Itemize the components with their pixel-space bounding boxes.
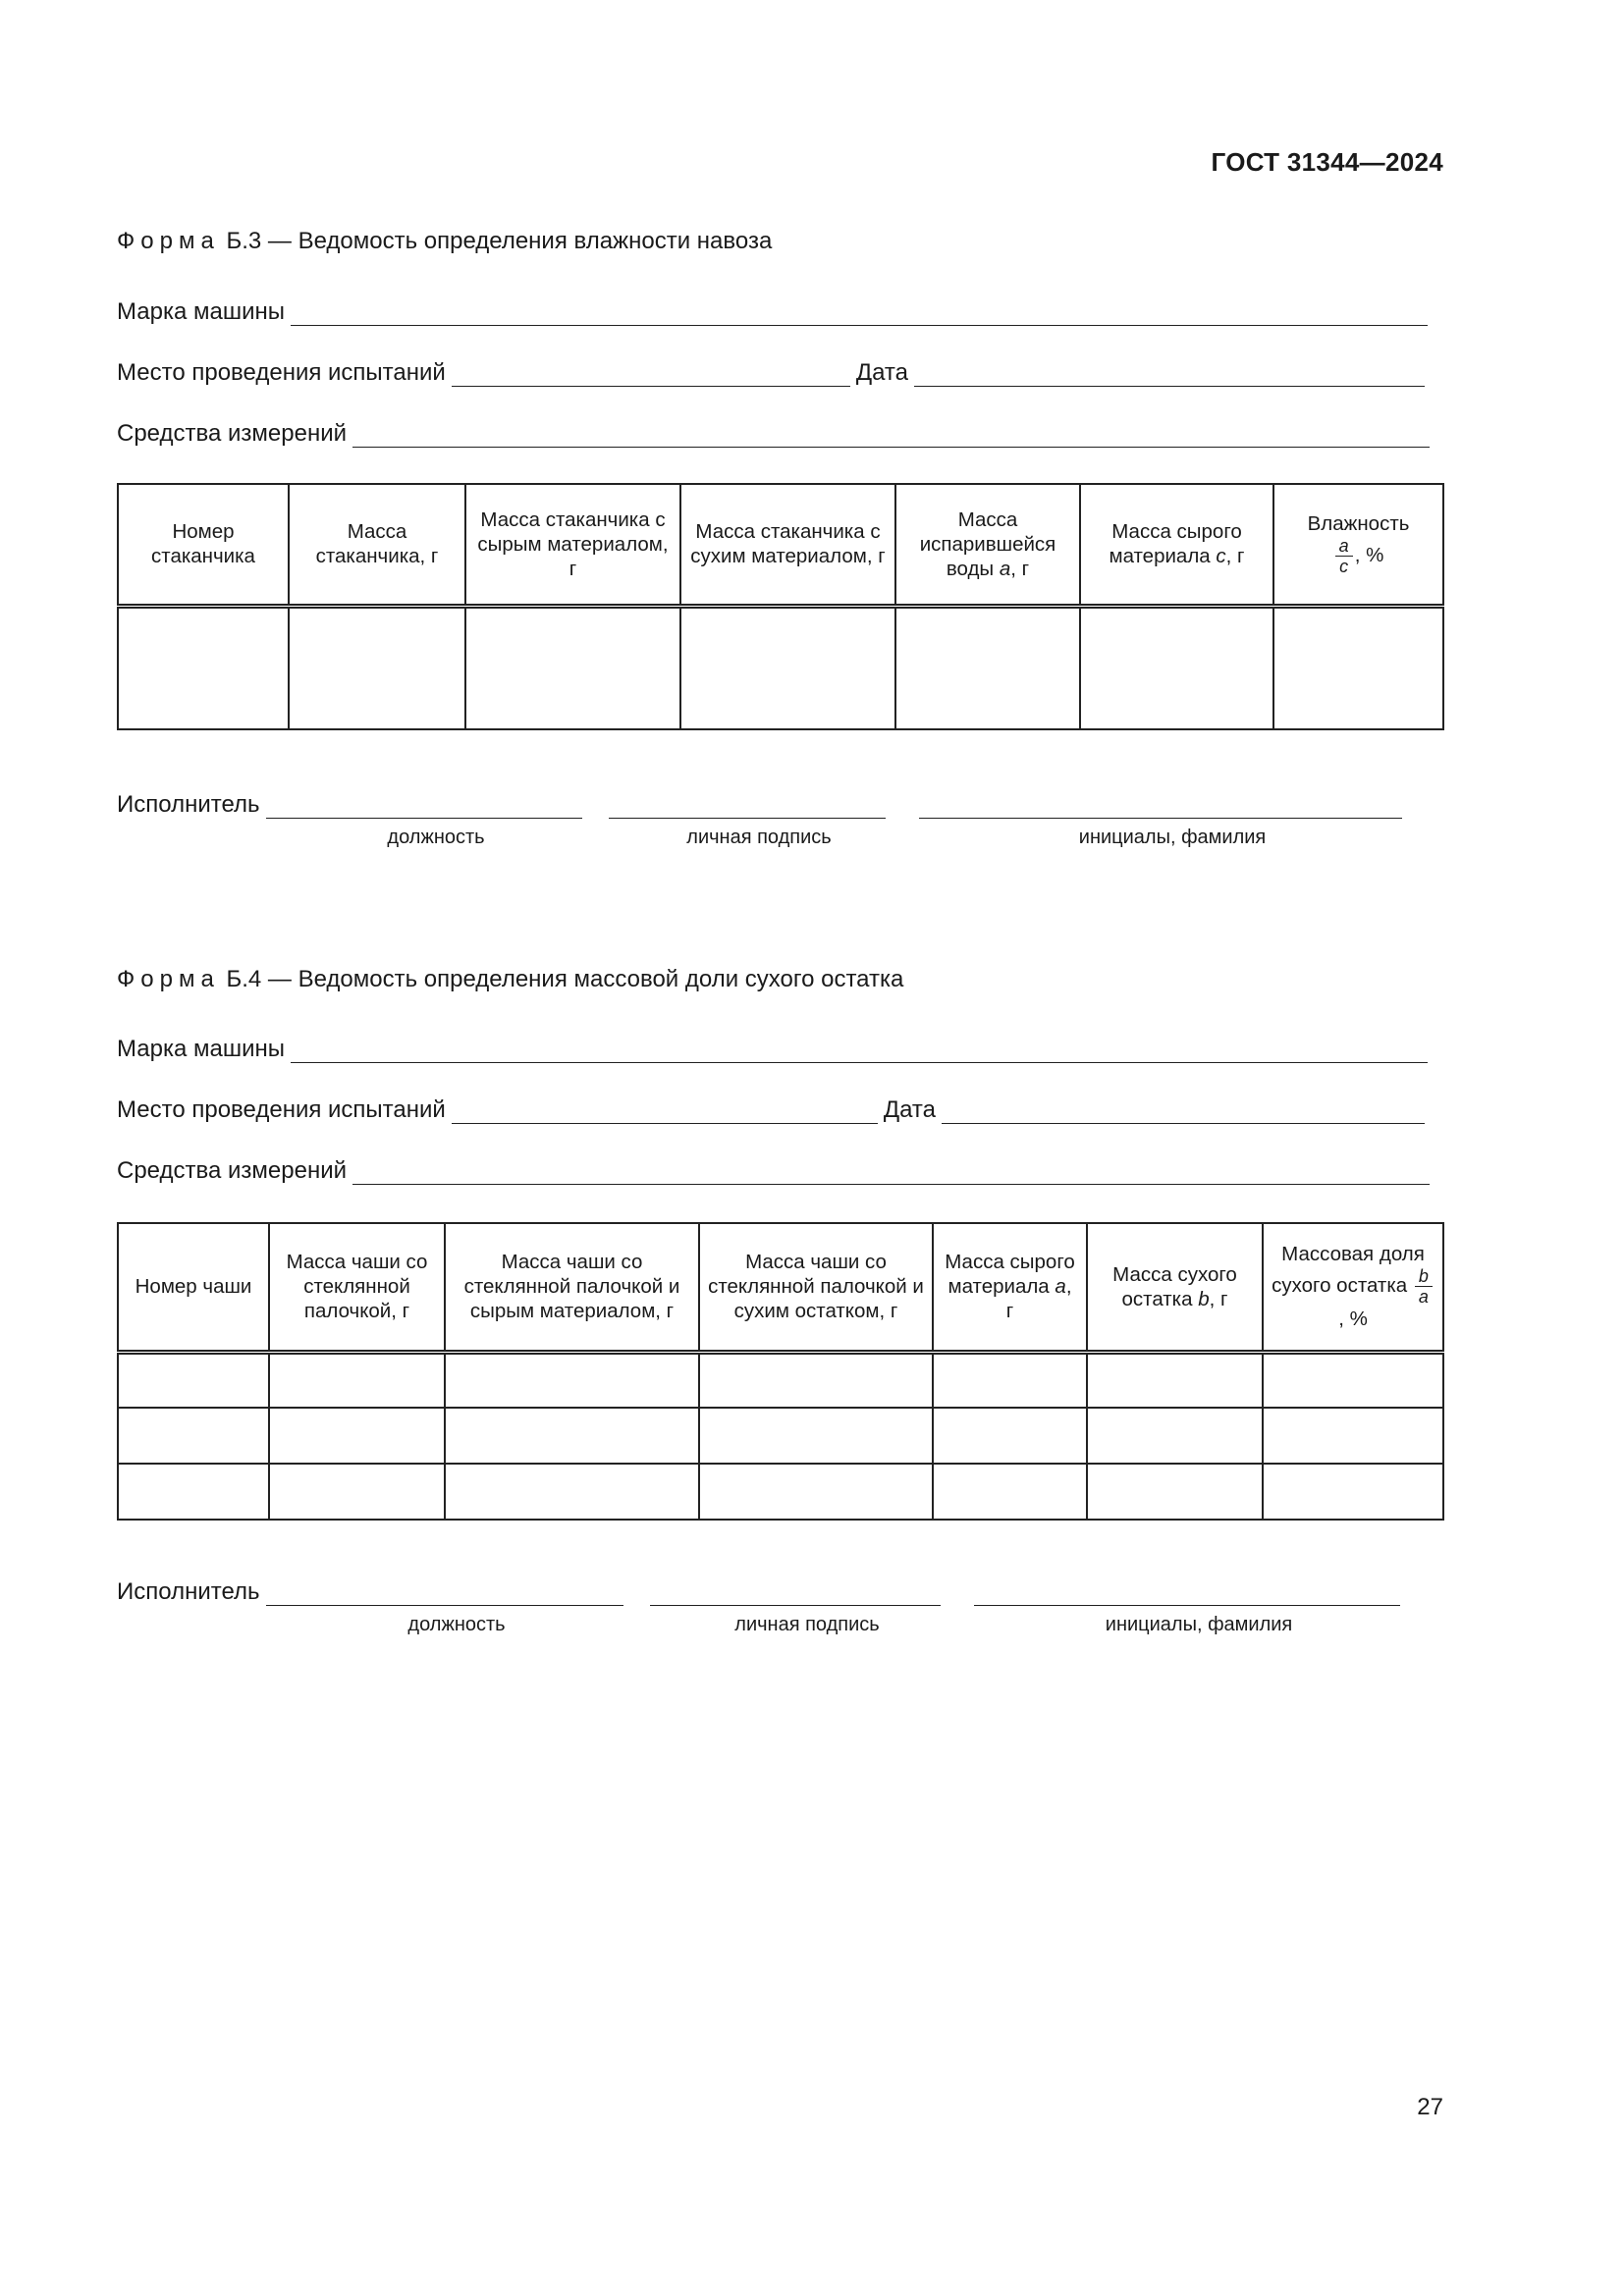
table-row bbox=[118, 1408, 1443, 1464]
col-dry-residue-fraction: Массовая доля сухого остатка $\frac{b}{a}$ , % bbox=[1263, 1223, 1443, 1352]
table-cell[interactable] bbox=[1263, 1464, 1443, 1520]
form-b3-brand-line[interactable] bbox=[291, 299, 1428, 326]
table-cell[interactable] bbox=[699, 1352, 933, 1408]
document-code: ГОСТ 31344—2024 bbox=[1211, 147, 1443, 177]
form-b4-signature-line[interactable] bbox=[650, 1579, 941, 1606]
table-cell[interactable] bbox=[1273, 606, 1443, 729]
table-cell[interactable] bbox=[933, 1408, 1087, 1464]
col-bowl-number: Номер чаши bbox=[118, 1223, 269, 1352]
form-b3-position-line[interactable] bbox=[266, 792, 582, 819]
form-b4-brand-field bbox=[117, 1036, 1428, 1063]
form-b4-name-line[interactable] bbox=[974, 1579, 1400, 1606]
table-cell[interactable] bbox=[1080, 606, 1273, 729]
form-b4-date-label: Дата bbox=[883, 1096, 936, 1123]
table-row bbox=[118, 606, 1443, 729]
form-b4-label-rest: Б.4 — Ведомость определения массовой доли сухого остатка bbox=[226, 966, 904, 992]
form-b3-signature-line[interactable] bbox=[609, 792, 886, 819]
table-cell[interactable] bbox=[699, 1408, 933, 1464]
table-cell[interactable] bbox=[1087, 1352, 1263, 1408]
table-cell[interactable] bbox=[1087, 1464, 1263, 1520]
form-b3-brand-label: Марка машины bbox=[117, 298, 286, 325]
table-cell[interactable] bbox=[445, 1408, 699, 1464]
form-b4-executor-label: Исполнитель bbox=[117, 1578, 260, 1605]
table-cell[interactable] bbox=[1263, 1352, 1443, 1408]
table-row bbox=[118, 1352, 1443, 1408]
form-b4-instruments-line[interactable] bbox=[352, 1158, 1430, 1185]
form-b3-place-label: Место проведения испытаний bbox=[117, 359, 446, 386]
form-b3-brand-field bbox=[117, 298, 1428, 326]
form-b4-brand-line[interactable] bbox=[291, 1037, 1428, 1063]
table-cell[interactable] bbox=[118, 1408, 269, 1464]
form-b3-label-word: Форма bbox=[117, 228, 220, 254]
form-b3-table bbox=[117, 483, 1444, 730]
table-cell[interactable] bbox=[699, 1464, 933, 1520]
table-cell[interactable] bbox=[933, 1352, 1087, 1408]
form-b4-table bbox=[117, 1222, 1444, 1521]
table-cell[interactable] bbox=[680, 606, 895, 729]
dry-residue-fraction: $\frac{b}{a}$ bbox=[1415, 1266, 1433, 1307]
col-bowl-rod-dry-mass: Масса чаши со стеклянной палочкой и сухим остатком, г bbox=[699, 1223, 933, 1352]
col-raw-material-mass: Масса сырого материала c, г bbox=[1080, 484, 1273, 606]
table-cell[interactable] bbox=[289, 606, 465, 729]
table-cell[interactable] bbox=[269, 1464, 445, 1520]
col-cup-mass: Масса стаканчика, г bbox=[289, 484, 465, 606]
table-cell[interactable] bbox=[1263, 1408, 1443, 1464]
table-cell[interactable] bbox=[118, 1464, 269, 1520]
col-evaporated-water: Масса испарившейся воды a, г bbox=[895, 484, 1080, 606]
col-cup-raw-mass: Масса стаканчика с сырым материалом, г bbox=[465, 484, 680, 606]
table-cell[interactable] bbox=[445, 1352, 699, 1408]
form-b3-caption-signature: личная подпись bbox=[686, 827, 832, 848]
page-number: 27 bbox=[1417, 2094, 1443, 2120]
form-b3-signature bbox=[117, 791, 1402, 819]
form-b3-date-line[interactable] bbox=[914, 360, 1425, 387]
form-b3-caption-name: инициалы, фамилия bbox=[1078, 827, 1267, 848]
table-cell[interactable] bbox=[118, 1352, 269, 1408]
form-b3-place-line[interactable] bbox=[452, 360, 850, 387]
form-b3-instruments-field bbox=[117, 420, 1430, 448]
col-cup-dry-mass: Масса стаканчика с сухим материалом, г bbox=[680, 484, 895, 606]
form-b4-caption-signature: личная подпись bbox=[734, 1614, 880, 1635]
form-b4-label-word: Форма bbox=[117, 966, 220, 992]
table-cell[interactable] bbox=[269, 1408, 445, 1464]
table-cell[interactable] bbox=[1087, 1408, 1263, 1464]
form-b3-instruments-line[interactable] bbox=[352, 421, 1430, 448]
form-b3-date-label: Дата bbox=[855, 359, 908, 386]
col-bowl-rod-raw-mass: Масса чаши со стеклянной палочкой и сырым материалом, г bbox=[445, 1223, 699, 1352]
form-b3-caption-position: должность bbox=[387, 827, 485, 848]
form-b3-executor-label: Исполнитель bbox=[117, 791, 260, 818]
form-b3-title bbox=[117, 228, 772, 255]
table-cell[interactable] bbox=[445, 1464, 699, 1520]
form-b3-instruments-label: Средства измерений bbox=[117, 420, 348, 447]
form-b4-title bbox=[117, 966, 903, 993]
col-dry-residue-mass: Масса сухого остатка b, г bbox=[1087, 1223, 1263, 1352]
form-b4-instruments-field bbox=[117, 1157, 1430, 1185]
form-b4-instruments-label: Средства измерений bbox=[117, 1157, 348, 1184]
form-b4-caption-position: должность bbox=[407, 1614, 506, 1635]
form-b4-signature bbox=[117, 1578, 1400, 1606]
table-cell[interactable] bbox=[118, 606, 289, 729]
form-b4-place-field bbox=[117, 1096, 1425, 1124]
table-cell[interactable] bbox=[895, 606, 1080, 729]
table-cell[interactable] bbox=[933, 1464, 1087, 1520]
col-moisture: Влажность $\frac{a}{c}$ , % bbox=[1273, 484, 1443, 606]
col-raw-material-mass: Масса сырого материала a, г bbox=[933, 1223, 1087, 1352]
form-b4-position-line[interactable] bbox=[266, 1579, 623, 1606]
form-b4-date-line[interactable] bbox=[942, 1097, 1425, 1124]
form-b4-place-label: Место проведения испытаний bbox=[117, 1096, 446, 1123]
form-b3-place-field bbox=[117, 359, 1425, 387]
table-row bbox=[118, 1464, 1443, 1520]
moisture-fraction: $\frac{a}{c}$ bbox=[1335, 536, 1353, 576]
table-cell[interactable] bbox=[269, 1352, 445, 1408]
form-b4-brand-label: Марка машины bbox=[117, 1036, 286, 1062]
form-b4-caption-name: инициалы, фамилия bbox=[1105, 1614, 1293, 1635]
form-b3-name-line[interactable] bbox=[919, 792, 1402, 819]
form-b3-label-rest: Б.3 — Ведомость определения влажности навоза bbox=[226, 228, 773, 254]
form-b4-place-line[interactable] bbox=[452, 1097, 878, 1124]
col-bowl-rod-mass: Масса чаши со стеклянной палочкой, г bbox=[269, 1223, 445, 1352]
table-cell[interactable] bbox=[465, 606, 680, 729]
col-cup-number: Номер стаканчика bbox=[118, 484, 289, 606]
